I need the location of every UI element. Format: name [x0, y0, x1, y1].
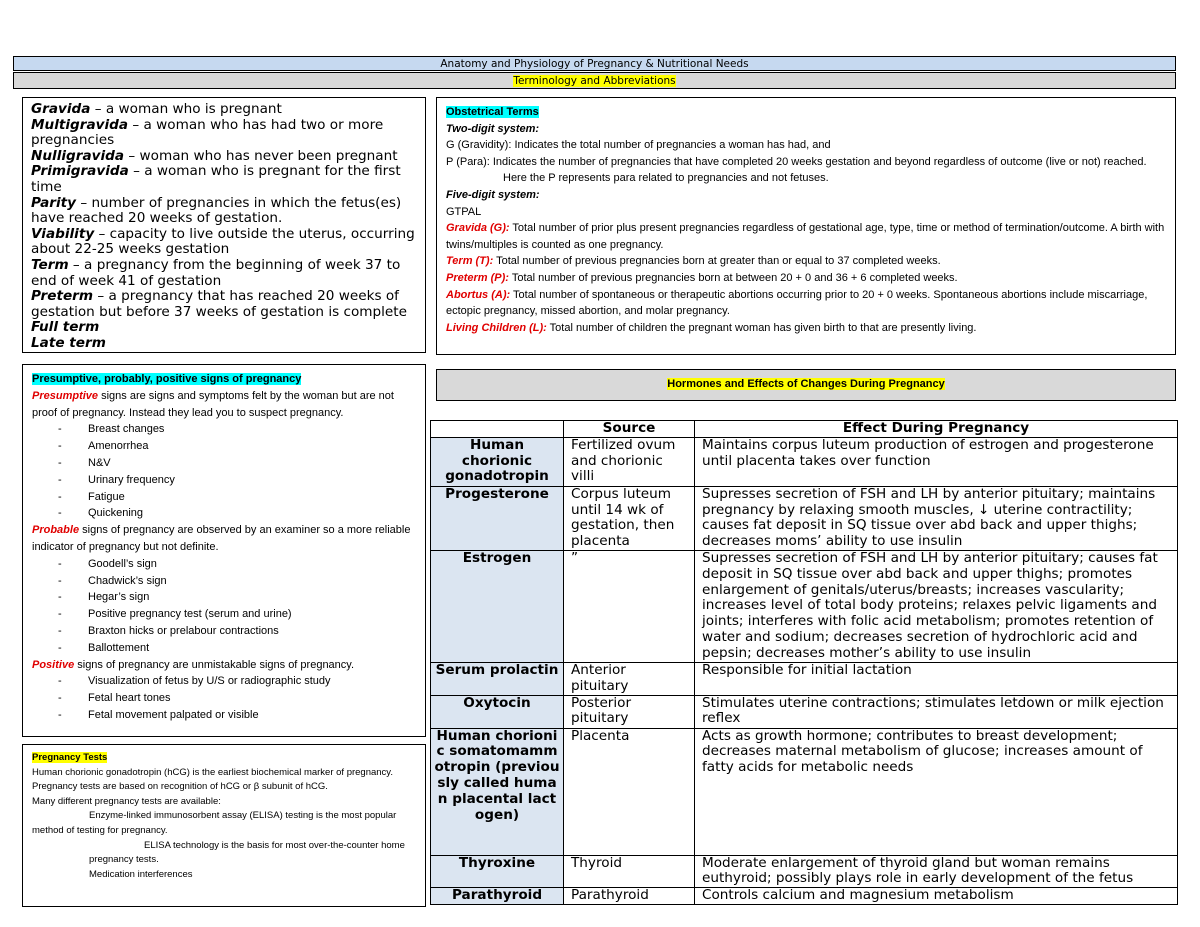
list-item: - Goodell’s sign: [32, 556, 416, 573]
definition-item: Preterm – a pregnancy that has reached 20 weeks of gestation but before 37 weeks of gestation is complete: [31, 288, 407, 320]
gtpal-label: GTPAL: [446, 205, 482, 218]
hormone-source: Placenta: [564, 728, 695, 855]
positive-list: [32, 673, 416, 723]
definition-item: Parity – number of pregnancies in which the fetus(es) have reached 20 weeks of gestation.: [31, 194, 402, 227]
two-digit-label: Two-digit system:: [446, 122, 540, 135]
list-item: - Quickening: [32, 505, 416, 522]
hormones-heading-bar: [436, 369, 1176, 401]
hormone-effect: Maintains corpus luteum production of estrogen and progesterone until placenta takes over function: [695, 437, 1178, 486]
hormone-source: ”: [564, 550, 695, 662]
probable-paragraph: Probable signs of pregnancy are observed by an examiner so a more reliable indicator of pregnancy but not definite.: [32, 524, 411, 553]
tests-line: Many different pregnancy tests are available:: [32, 795, 221, 807]
gtpal-item: Abortus (A): Total number of spontaneous or therapeutic abortions occurring prior to 20 + 0 weeks. Spontaneous abortions include miscarriage, ectopic pregnancy, missed abortion, and molar pregnancy.: [446, 288, 1148, 318]
list-item: - Fatigue: [32, 489, 416, 506]
tests-heading: Pregnancy Tests: [32, 752, 108, 763]
list-item: - N&V: [32, 455, 416, 472]
list-item: - Chadwick’s sign: [32, 573, 416, 590]
positive-paragraph: Positive signs of pregnancy are unmistakable signs of pregnancy.: [32, 658, 355, 671]
hormone-source: Fertilized ovum and chorionic villi: [564, 437, 695, 486]
section-title-bar: [13, 72, 1176, 89]
hormone-name: Estrogen: [431, 550, 564, 662]
hormones-heading: Hormones and Effects of Changes During Pregnancy: [667, 378, 945, 390]
definition-item: Full term: [31, 319, 100, 336]
hormone-source: Thyroid: [564, 855, 695, 888]
hormone-effect: Controls calcium and magnesium metabolism: [695, 888, 1178, 905]
section-title: Terminology and Abbreviations: [513, 75, 676, 87]
table-row: [431, 486, 1178, 550]
hormone-effect: Supresses secretion of FSH and LH by anterior pituitary; maintains pregnancy by relaxing smooth muscles, ↓ uterine contractility; causes fat deposit in SQ tissue over abd back and upper thighs; decreases moms’ ability to use insulin: [695, 486, 1178, 550]
table-row: [431, 662, 1178, 695]
definition-item: Primigravida – a woman who is pregnant for the first time: [31, 163, 401, 195]
hormone-effect: Acts as growth hormone; contributes to breast development; decreases maternal metabolism of glucose; increases amount of fatty acids for metabolic needs: [695, 728, 1178, 855]
definition-item: Gravida – a woman who is pregnant: [31, 101, 282, 117]
gtpal-item: Term (T): Total number of previous pregnancies born at greater than or equal to 37 completed weeks.: [446, 255, 941, 268]
obstetrical-terms-box: [436, 97, 1176, 355]
gtpal-item: Living Children (L): Total number of children the pregnant woman has given birth to that are presently living.: [446, 321, 977, 334]
header-cell-blank: [431, 421, 564, 438]
definition-item: Viability – capacity to live outside the uterus, occurring about 22-25 weeks gestation: [31, 225, 415, 258]
list-item: - Positive pregnancy test (serum and urine): [32, 606, 416, 623]
list-item: - Fetal heart tones: [32, 690, 416, 707]
tests-line: Medication interferences: [89, 868, 193, 880]
obstetrical-heading: Obstetrical Terms: [446, 106, 539, 118]
hormones-table: [430, 420, 1178, 905]
table-row: [431, 437, 1178, 486]
definitions-box: [22, 97, 426, 353]
table-row: [431, 888, 1178, 905]
list-item: - Fetal movement palpated or visible: [32, 707, 416, 724]
hormone-effect: Supresses secretion of FSH and LH by anterior pituitary; causes fat deposit in SQ tissue over abd back and upper thighs; promotes enlargement of genitals/uterus/breasts; increases vascularity; increases level of total body proteins; relaxes pelvic ligaments and joints; interferes with folic acid metabolism; promotes retention of water and sodium; decreases secretion of hydrochloric acid and pepsin; decreases mother’s ability to use insulin: [695, 550, 1178, 662]
definition-item: Nulligravida – woman who has never been pregnant: [31, 147, 398, 164]
hormone-source: Parathyroid: [564, 888, 695, 905]
list-item: - Ballottement: [32, 640, 416, 657]
hormone-source: Anterior pituitary: [564, 662, 695, 695]
hormone-name: Serum prolactin: [431, 662, 564, 695]
gtpal-item: Preterm (P): Total number of previous pregnancies born at between 20 + 0 and 36 + 6 completed weeks.: [446, 271, 958, 284]
hormone-name: Progesterone: [431, 486, 564, 550]
table-row: [431, 550, 1178, 662]
document-title-bar: [13, 56, 1176, 71]
table-row: [431, 728, 1178, 855]
tests-line: Pregnancy tests are based on recognition of hCG or β subunit of hCG.: [32, 781, 328, 793]
signs-heading: Presumptive, probably, positive signs of pregnancy: [32, 373, 302, 385]
table-header-row: [431, 421, 1178, 438]
para-note: Here the P represents para related to pregnancies and not fetuses.: [503, 172, 829, 185]
definition-item: Multigravida – a woman who has had two or more pregnancies: [31, 116, 384, 149]
list-item: - Hegar’s sign: [32, 589, 416, 606]
list-item: - Breast changes: [32, 421, 416, 438]
list-item: - Braxton hicks or prelabour contractions: [32, 623, 416, 640]
hormone-name: Human chorionic gonadotropin: [431, 437, 564, 486]
table-row: [431, 855, 1178, 888]
tests-line: ELISA technology is the basis for most over-the-counter home pregnancy tests.: [89, 839, 405, 866]
para-line: P (Para): Indicates the number of pregnancies that have completed 20 weeks gestation and beyond regardless of outcome (live or not) reached.: [446, 155, 1147, 168]
hormone-name: Human chorionic somatomammotropin (previously called human placental lactogen): [431, 728, 564, 855]
hormone-name: Oxytocin: [431, 695, 564, 728]
list-item: - Amenorrhea: [32, 438, 416, 455]
signs-of-pregnancy-box: [22, 364, 426, 737]
hormone-effect: Stimulates uterine contractions; stimulates letdown or milk ejection reflex: [695, 695, 1178, 728]
hormone-effect: Responsible for initial lactation: [695, 662, 1178, 695]
probable-list: [32, 556, 416, 657]
gtpal-item: Gravida (G): Total number of prior plus present pregnancies regardless of gestational age, type, time or method of termination/outcome. A birth with twins/multiples is counted as one pregnancy.: [446, 222, 1165, 251]
presumptive-list: [32, 421, 416, 522]
definition-item: Late term: [31, 334, 106, 351]
tests-line: Enzyme-linked immunosorbent assay (ELISA) testing is the most popular method of testing for pregnancy.: [32, 810, 397, 836]
header-cell-effect: Effect During Pregnancy: [695, 421, 1178, 438]
presumptive-paragraph: Presumptive signs are signs and symptoms felt by the woman but are not proof of pregnancy. Instead they lead you to suspect pregnancy.: [32, 389, 394, 419]
document-title: Anatomy and Physiology of Pregnancy & Nutritional Needs: [440, 58, 749, 70]
pregnancy-tests-box: [22, 744, 426, 907]
hormone-effect: Moderate enlargement of thyroid gland but woman remains euthyroid; possibly plays role in early development of the fetus: [695, 855, 1178, 888]
list-item: - Visualization of fetus by U/S or radiographic study: [32, 673, 416, 690]
five-digit-label: Five-digit system:: [446, 188, 540, 201]
table-row: [431, 695, 1178, 728]
hormone-source: Posterior pituitary: [564, 695, 695, 728]
hormone-name: Thyroxine: [431, 855, 564, 888]
definition-item: Term – a pregnancy from the beginning of week 37 to end of week 41 of gestation: [31, 256, 401, 289]
hormone-name: Parathyroid: [431, 888, 564, 905]
hormone-source: Corpus luteum until 14 wk of gestation, then placenta: [564, 486, 695, 550]
gravidity-line: G (Gravidity): Indicates the total number of pregnancies a woman has had, and: [446, 139, 831, 152]
header-cell-source: Source: [564, 421, 695, 438]
list-item: - Urinary frequency: [32, 472, 416, 489]
tests-line: Human chorionic gonadotropin (hCG) is the earliest biochemical marker of pregnancy.: [32, 766, 393, 778]
